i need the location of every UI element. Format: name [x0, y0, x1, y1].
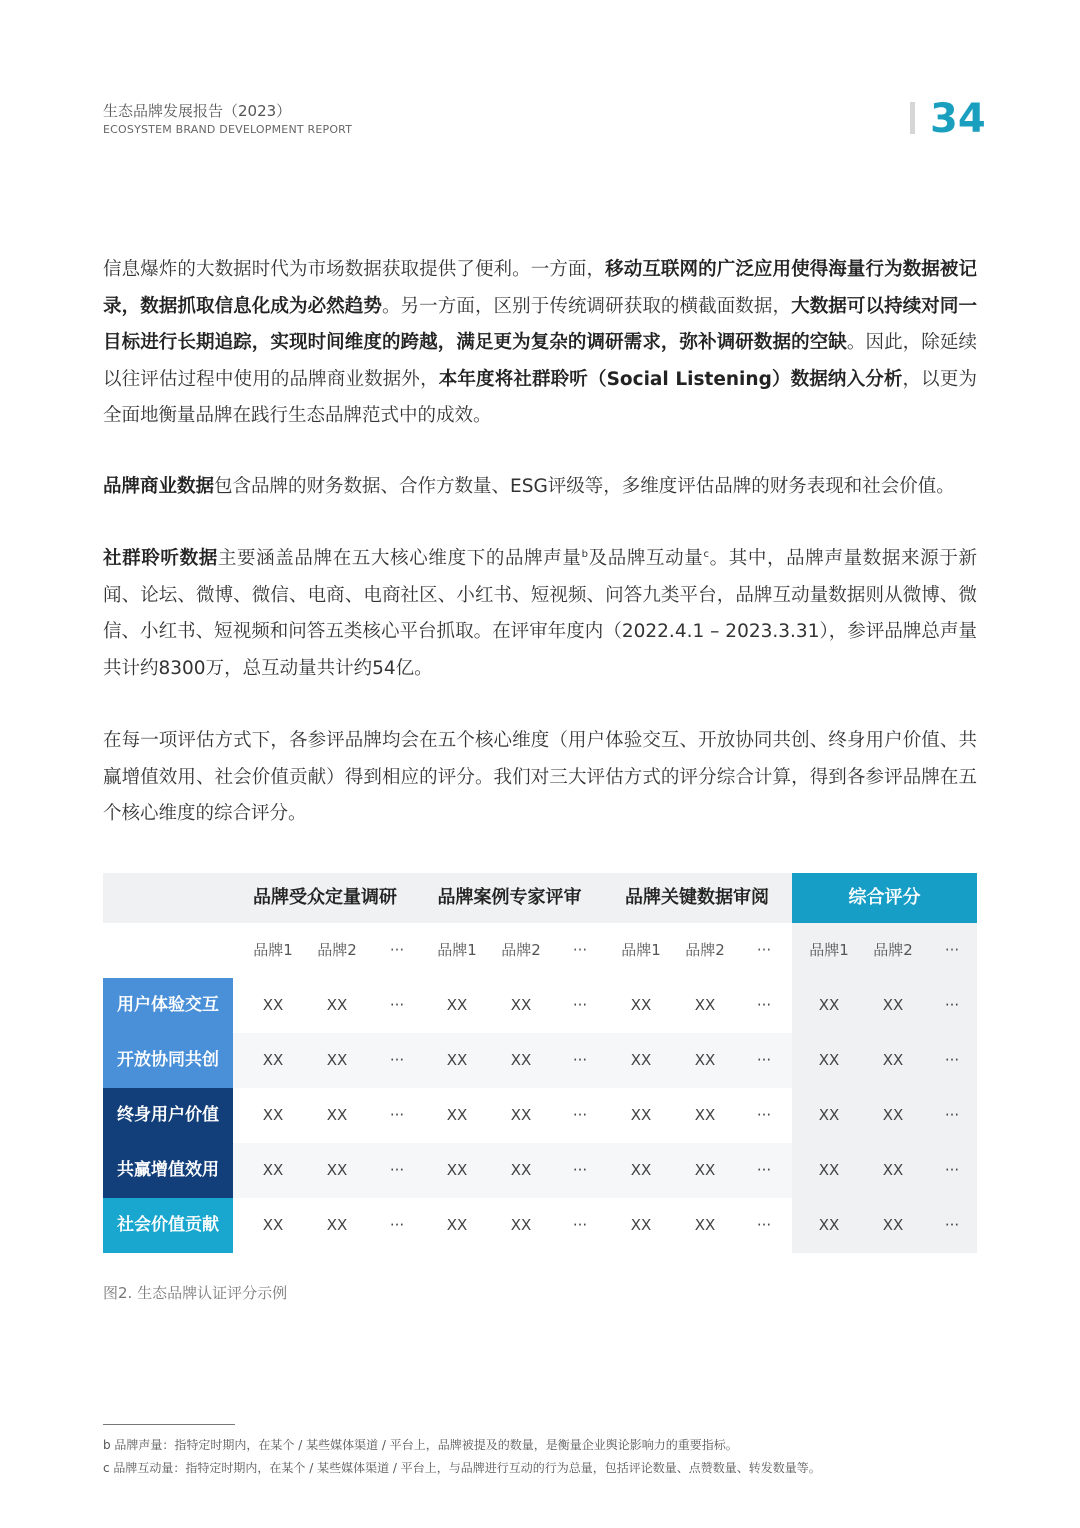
table-cell: XX	[262, 1161, 284, 1179]
table-cell: XX	[818, 1161, 840, 1179]
table-cell: XX	[818, 1216, 840, 1234]
table-cell: XX	[882, 1216, 904, 1234]
table-cell: XX	[882, 1051, 904, 1069]
table-subheader: ···	[756, 941, 772, 959]
table-cell: XX	[262, 996, 284, 1014]
table-subheader: 品牌2	[685, 941, 725, 959]
table-subheader: 品牌1	[809, 941, 849, 959]
table-group-header: 品牌受众定量调研	[253, 887, 397, 908]
emphasis-text: 本年度将社群聆听（Social Listening）数据纳入分析	[438, 368, 903, 390]
paragraph-text: 信息爆炸的大数据时代为市场数据获取提供了便利。一方面，	[103, 259, 606, 280]
scoring-table	[103, 873, 977, 1253]
table-cell: XX	[510, 1106, 532, 1124]
table-cell: XX	[446, 1216, 468, 1234]
table-cell: ···	[389, 1106, 405, 1124]
table-subheader: 品牌2	[873, 941, 913, 959]
table-cell: XX	[818, 1106, 840, 1124]
footnote-divider	[103, 1424, 235, 1425]
table-cell: ···	[389, 996, 405, 1014]
table-cell: XX	[818, 1051, 840, 1069]
table-cell: XX	[326, 1106, 348, 1124]
table-cell: ···	[756, 996, 772, 1014]
table-subheader: 品牌1	[253, 941, 293, 959]
table-cell: XX	[510, 1051, 532, 1069]
report-title-en: ECOSYSTEM BRAND DEVELOPMENT REPORT	[103, 123, 353, 136]
table-cell: XX	[694, 1106, 716, 1124]
emphasis-text: 社群聆听数据	[103, 548, 218, 569]
table-subheader: ···	[944, 941, 960, 959]
table-row-label: 社会价值贡献	[103, 1198, 233, 1253]
table-cell: ···	[944, 1161, 960, 1179]
table-row-label: 开放协同共创	[103, 1033, 233, 1088]
paragraph-text: 主要涵盖品牌在五大核心维度下的品牌声量	[217, 548, 582, 569]
table-cell: XX	[694, 996, 716, 1014]
table-cell: ···	[944, 1216, 960, 1234]
figure-caption: 图2. 生态品牌认证评分示例	[103, 1284, 288, 1302]
table-cell: XX	[630, 1051, 652, 1069]
table-group-header: 综合评分	[848, 887, 921, 908]
table-cell: XX	[882, 1161, 904, 1179]
table-cell: ···	[572, 1161, 588, 1179]
table-cell: ···	[944, 996, 960, 1014]
table-cell: XX	[510, 1161, 532, 1179]
table-group-header: 品牌案例专家评审	[437, 887, 582, 908]
table-cell: ···	[756, 1106, 772, 1124]
table-subheader: ···	[389, 941, 405, 959]
table-row-label: 用户体验交互	[103, 978, 233, 1033]
footnote-marker: b	[581, 548, 588, 560]
table-cell: XX	[630, 1216, 652, 1234]
table-cell: ···	[572, 1216, 588, 1234]
table-cell: XX	[630, 1106, 652, 1124]
table-subheader: 品牌1	[437, 941, 477, 959]
emphasis-text: 品牌商业数据	[103, 476, 215, 497]
table-cell: ···	[756, 1161, 772, 1179]
table-cell: XX	[326, 1216, 348, 1234]
table-cell: XX	[630, 1161, 652, 1179]
table-cell: XX	[510, 996, 532, 1014]
paragraph-text: 。因此，除延续以往评估过程中使用的品牌商业数据外，	[103, 332, 977, 390]
table-group-header: 品牌关键数据审阅	[625, 887, 769, 908]
footnote-brand-volume: b 品牌声量：指特定时期内，在某个 / 某些媒体渠道 / 平台上，品牌被提及的数量，是衡量企业舆论影响力的重要指标。	[103, 1438, 738, 1452]
table-subheader: ···	[572, 941, 588, 959]
footnote-brand-engagement: c 品牌互动量：指特定时期内，在某个 / 某些媒体渠道 / 平台上，与品牌进行互动的行为总量，包括评论数量、点赞数量、转发数量等。	[103, 1461, 821, 1475]
table-cell: XX	[262, 1051, 284, 1069]
table-cell: XX	[326, 996, 348, 1014]
table-cell: ···	[572, 1051, 588, 1069]
emphasis-text: 大数据可以持续对同一目标进行长期追踪，实现时间维度的跨越，满足更为复杂的调研需求，弥补调研数据的空缺	[103, 295, 977, 353]
table-cell: ···	[572, 996, 588, 1014]
paragraph-text: 及品牌互动量	[587, 548, 704, 569]
paragraph-text: 。另一方面，区别于传统调研获取的横截面数据，	[381, 295, 792, 317]
table-cell: ···	[756, 1051, 772, 1069]
paragraph-intro	[103, 252, 977, 435]
paragraph-text: 在每一项评估方式下，各参评品牌均会在五个核心维度（用户体验交互、开放协同共创、终身用户价值、共赢增值效用、社会价值贡献）得到相应的评分。我们对三大评估方式的评分综合计算，得到各参评品牌在五个核心维度的综合评分。	[103, 730, 977, 824]
table-cell: XX	[326, 1051, 348, 1069]
table-cell: XX	[882, 996, 904, 1014]
page-number-divider	[910, 102, 915, 134]
table-cell: XX	[510, 1216, 532, 1234]
table-row-label: 共赢增值效用	[103, 1143, 233, 1198]
paragraph-business-data	[103, 469, 977, 506]
table-cell: XX	[446, 1161, 468, 1179]
footnote-marker: c	[703, 548, 709, 560]
paragraph-text: 包含品牌的财务数据、合作方数量、ESG评级等，多维度评估品牌的财务表现和社会价值。	[214, 476, 955, 497]
table-cell: ···	[944, 1051, 960, 1069]
table-cell: XX	[882, 1106, 904, 1124]
table-cell: ···	[389, 1051, 405, 1069]
table-cell: XX	[694, 1051, 716, 1069]
emphasis-text: 移动互联网的广泛应用使得海量行为数据被记录，数据抓取信息化成为必然趋势	[103, 259, 977, 317]
table-cell: XX	[446, 996, 468, 1014]
table-subheader: 品牌2	[501, 941, 541, 959]
table-cell: XX	[326, 1161, 348, 1179]
table-cell: ···	[756, 1216, 772, 1234]
table-cell: XX	[446, 1106, 468, 1124]
table-cell: ···	[572, 1106, 588, 1124]
table-subheader: 品牌2	[317, 941, 357, 959]
table-cell: XX	[818, 996, 840, 1014]
paragraph-scoring	[103, 723, 977, 833]
table-row-label: 终身用户价值	[103, 1088, 233, 1143]
paragraph-text: 。其中，品牌声量数据来源于新闻、论坛、微博、微信、电商、电商社区、小红书、短视频、问答九类平台，品牌互动量数据则从微博、微信、小红书、短视频和问答五类核心平台抓取。在评审年度内（2022.4.1 – 2023.3.31），参评品牌总声量共计约8300万，总互动量共计约54亿。	[103, 548, 977, 679]
table-cell: XX	[630, 996, 652, 1014]
table-cell: XX	[694, 1216, 716, 1234]
table-cell: XX	[262, 1216, 284, 1234]
page-number: 34	[930, 96, 986, 142]
table-cell: XX	[262, 1106, 284, 1124]
report-title-cn: 生态品牌发展报告（2023）	[103, 102, 292, 120]
table-cell: ···	[944, 1106, 960, 1124]
table-cell: ···	[389, 1161, 405, 1179]
table-cell: XX	[446, 1051, 468, 1069]
table-cell: ···	[389, 1216, 405, 1234]
paragraph-text: ，以更为全面地衡量品牌在践行生态品牌范式中的成效。	[103, 368, 977, 426]
paragraph-social-listening	[103, 541, 977, 687]
table-cell: XX	[694, 1161, 716, 1179]
table-subheader: 品牌1	[621, 941, 661, 959]
